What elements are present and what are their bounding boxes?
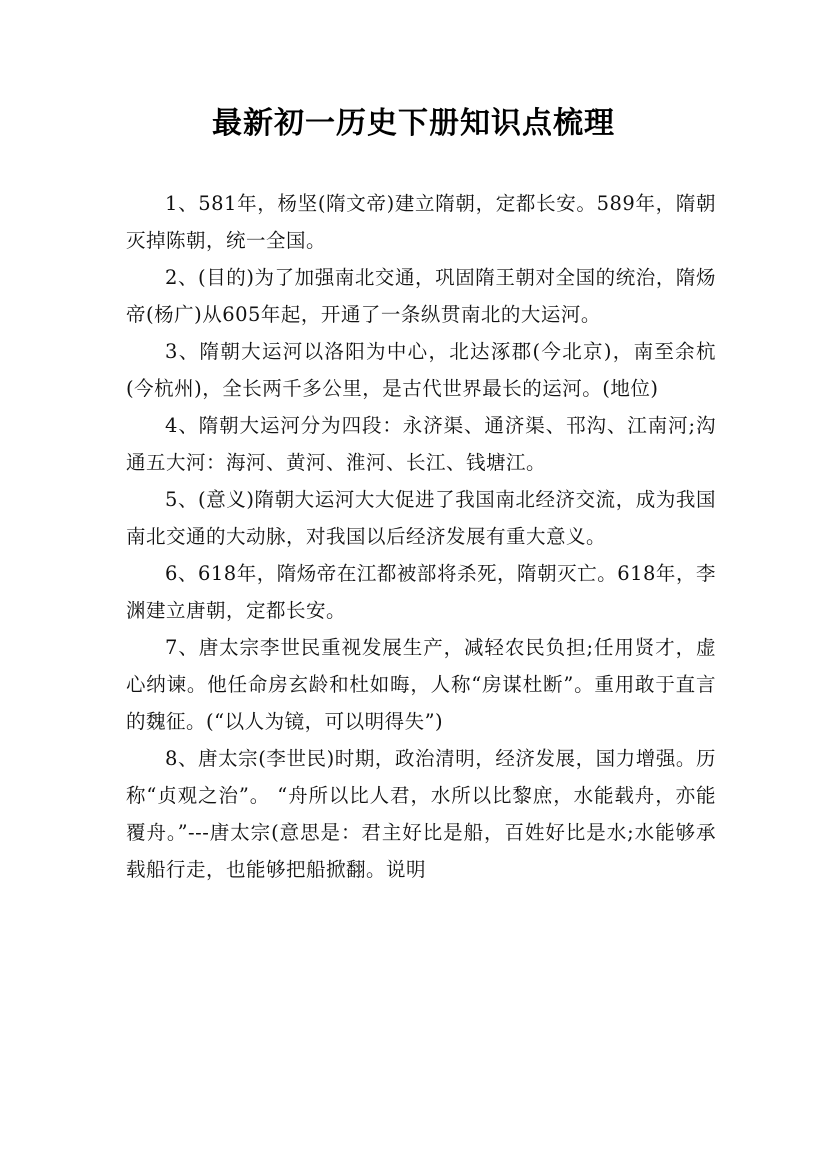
paragraph-7: 7、唐太宗李世民重视发展生产，减轻农民负担;任用贤才，虚心纳谏。他任命房玄龄和杜如晦，人称“房谋杜断”。重用敢于直言的魏征。(“以人为镜，可以明得失”) (126, 636, 716, 733)
document-body (126, 185, 716, 888)
paragraph-5: 5、(意义)隋朝大运河大大促进了我国南北经济交流，成为我国南北交通的大动脉，对我国以后经济发展有重大意义。 (126, 488, 716, 548)
document-title: 最新初一历史下册知识点梳理 (212, 106, 615, 141)
paragraph-3: 3、隋朝大运河以洛阳为中心，北达涿郡(今北京)，南至余杭(今杭州)，全长两千多公里，是古代世界最长的运河。(地位) (126, 340, 716, 400)
paragraph-8: 8、唐太宗(李世民)时期，政治清明，经济发展，国力增强。历称“贞观之治”。 “舟所以比人君，水所以比黎庶，水能载舟，亦能覆舟。”---唐太宗(意思是：君主好比是船，百姓好比是水;水能够承载船行走，也能够把船掀翻。说明 (126, 747, 716, 881)
paragraph-6: 6、618年，隋炀帝在江都被部将杀死，隋朝灭亡。618年，李渊建立唐朝，定都长安。 (126, 562, 716, 622)
paragraph-2: 2、(目的)为了加强南北交通，巩固隋王朝对全国的统治，隋炀帝(杨广)从605年起，开通了一条纵贯南北的大运河。 (126, 266, 716, 326)
paragraph-4: 4、隋朝大运河分为四段：永济渠、通济渠、邗沟、江南河;沟通五大河：海河、黄河、淮河、长江、钱塘江。 (126, 414, 716, 474)
paragraph-1: 1、581年，杨坚(隋文帝)建立隋朝，定都长安。589年，隋朝灭掉陈朝，统一全国。 (126, 192, 716, 252)
